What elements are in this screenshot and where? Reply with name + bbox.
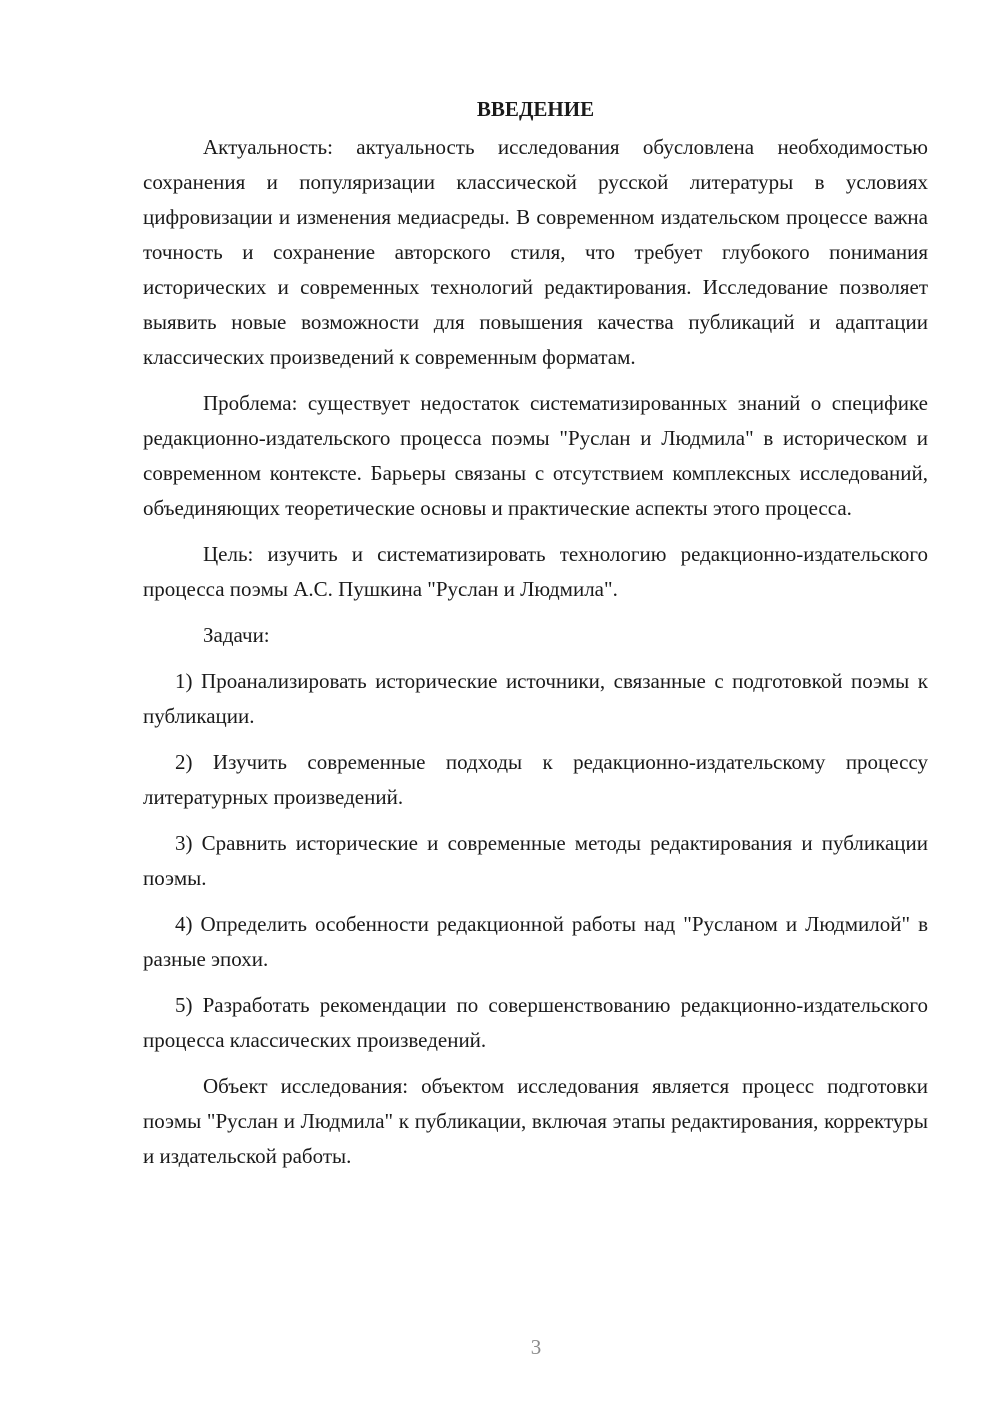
task-item: 3) Сравнить исторические и современные методы редактирования и публикации поэмы. <box>143 831 928 890</box>
tasks-label: Задачи: <box>203 623 270 647</box>
page-number: 3 <box>530 1335 542 1359</box>
relevance-paragraph: Актуальность: актуальность исследования обусловлена необходимостью сохранения и популяризации классической русской литературы в условиях цифровизации и изменения медиасреды. В современном издательском процессе важна точность и сохранение авторского стиля, что требует глубокого понимания исторических и современных технологий редактирования. Исследование позволяет выявить новые возможности для повышения качества публикаций и адаптации классических произведений к современным форматам. <box>143 135 928 369</box>
object-paragraph: Объект исследования: объектом исследования является процесс подготовки поэмы "Руслан и Людмила" к публикации, включая этапы редактирования, корректуры и издательской работы. <box>143 1074 928 1168</box>
task-item: 1) Проанализировать исторические источники, связанные с подготовкой поэмы к публикации. <box>143 669 928 728</box>
task-item: 2) Изучить современные подходы к редакционно-издательскому процессу литературных произведений. <box>143 750 928 809</box>
task-item: 4) Определить особенности редакционной работы над "Русланом и Людмилой" в разные эпохи. <box>143 912 928 971</box>
page-content <box>143 92 928 1185</box>
task-item: 5) Разработать рекомендации по совершенствованию редакционно-издательского процесса классических произведений. <box>143 993 928 1052</box>
problem-paragraph: Проблема: существует недостаток систематизированных знаний о специфике редакционно-издательского процесса поэмы "Руслан и Людмила" в историческом и современном контексте. Барьеры связаны с отсутствием комплексных исследований, объединяющих теоретические основы и практические аспекты этого процесса. <box>143 391 928 520</box>
section-heading: ВВЕДЕНИЕ <box>476 97 595 121</box>
goal-paragraph: Цель: изучить и систематизировать технологию редакционно-издательского процесса поэмы А.С. Пушкина "Руслан и Людмила". <box>143 542 928 601</box>
